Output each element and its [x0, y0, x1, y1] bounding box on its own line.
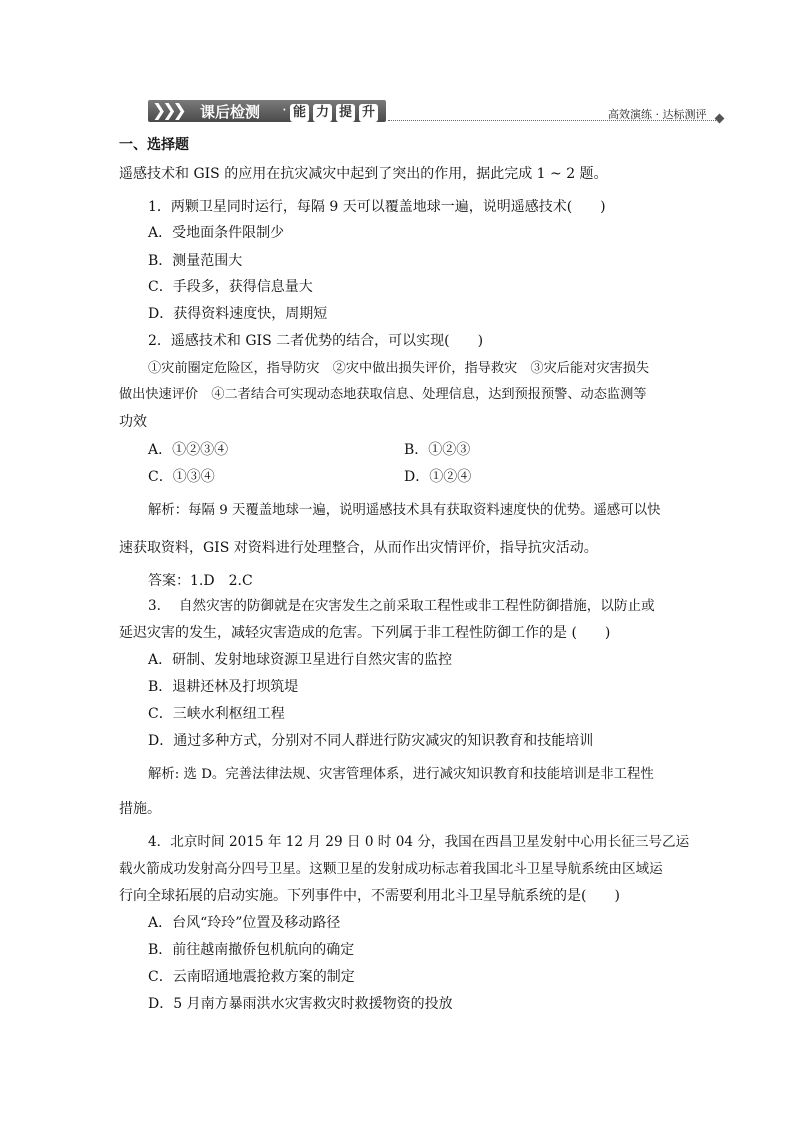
- option-2c: C．①③④: [148, 469, 215, 485]
- option-1c: C．手段多，获得信息量大: [148, 279, 313, 295]
- explanation-1-2: 解析：每隔 9 天覆盖地球一遍，说明遥感技术具有获取资料速度快的优势。遥感可以快: [148, 503, 661, 518]
- option-2b: B．①②③: [404, 442, 471, 458]
- option-4b: B．前往越南撤侨包机航向的确定: [148, 942, 355, 958]
- question-2: 2．遥感技术和 GIS 二者优势的结合，可以实现( ): [148, 333, 484, 349]
- question-2-statement: ①灾前圈定危险区，指导防灾 ②灾中做出损失评价，指导救灾 ③灾后能对灾害损失: [148, 361, 650, 376]
- explanation-3: 解析: 选 D。完善法律法规、灾害管理体系，进行减灾知识教育和技能培训是非工程性: [148, 767, 654, 782]
- question-2-statement: 功效: [119, 414, 147, 430]
- banner-char: 能: [290, 104, 309, 122]
- question-4: 载火箭成功发射高分四号卫星。这颗卫星的发射成功标志着我国北斗卫星导航系统由区域运: [119, 861, 663, 877]
- option-3c: C．三峡水利枢纽工程: [148, 706, 285, 722]
- question-4: 行向全球拓展的启动实施。下列事件中，不需要利用北斗卫星导航系统的是( ): [119, 888, 620, 904]
- option-3a: A．研制、发射地球资源卫星进行自然灾害的监控: [148, 652, 453, 668]
- question-2-statement: 做出快速评价 ④二者结合可实现动态地获取信息、处理信息，达到预报预警、动态监测等: [119, 387, 647, 402]
- banner-title: 课后检测: [200, 103, 261, 121]
- question-3: 3. 自然灾害的防御就是在灾害发生之前采取工程性或非工程性防御措施，以防止或: [148, 598, 655, 614]
- chevron-right-icon: ❯❯❯: [152, 101, 183, 121]
- option-1d: D．获得资料速度快，周期短: [148, 306, 328, 322]
- question-1: 1．两颗卫星同时运行，每隔 9 天可以覆盖地球一遍，说明遥感技术( ): [148, 199, 606, 215]
- answer-1-2: 答案：1.D 2.C: [148, 573, 253, 589]
- option-3d: D．通过多种方式，分别对不同人群进行防灾减灾的知识教育和技能培训: [148, 733, 594, 749]
- header-slogan: 高效演练 · 达标测评: [608, 108, 707, 121]
- question-intro: 遥感技术和 GIS 的应用在抗灾减灾中起到了突出的作用，据此完成 1 ~ 2 题。: [119, 166, 608, 182]
- banner-char: 力: [313, 104, 332, 122]
- option-2a: A．①②③④: [148, 442, 229, 458]
- option-2d: D．①②④: [404, 469, 472, 485]
- option-1b: B．测量范围大: [148, 253, 243, 269]
- banner-subtitle: [290, 101, 382, 121]
- banner-dot: ·: [282, 101, 287, 119]
- option-4c: C．云南昭通地震抢救方案的制定: [148, 969, 355, 985]
- banner-char: 升: [359, 104, 378, 122]
- option-4d: D．5 月南方暴雨洪水灾害救灾时救援物资的投放: [148, 996, 453, 1012]
- question-3: 延迟灾害的发生，减轻灾害造成的危害。下列属于非工程性防御工作的是 ( ): [119, 625, 611, 641]
- diamond-icon: [715, 114, 725, 124]
- explanation-1-2: 速获取资料，GIS 对资料进行处理整合，从而作出灾情评价，指导抗灾活动。: [119, 540, 598, 556]
- question-4: 4．北京时间 2015 年 12 月 29 日 0 时 04 分，我国在西昌卫星发射中心用长征三号乙运: [148, 834, 690, 850]
- option-4a: A．台风“玲玲”位置及移动路径: [148, 915, 341, 931]
- section-heading: 一、选择题: [119, 137, 189, 153]
- explanation-3: 措施。: [119, 801, 161, 817]
- option-1a: A．受地面条件限制少: [148, 225, 285, 241]
- section-banner: [148, 100, 388, 124]
- option-3b: B．退耕还林及打坝筑堤: [148, 679, 299, 695]
- banner-char: 提: [336, 104, 355, 122]
